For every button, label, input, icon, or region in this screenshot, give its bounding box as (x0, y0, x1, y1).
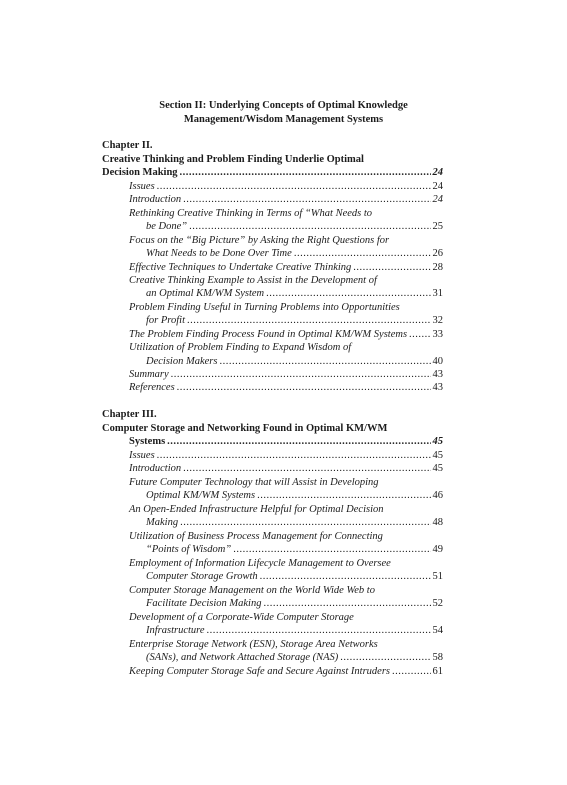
chapter-3-label: Chapter III. (102, 409, 157, 420)
section-title-line2: Management/Wisdom Management Systems (183, 114, 384, 125)
chapter-2-title: Creative Thinking and Problem Finding Underlie Optimal (102, 154, 364, 165)
toc-entry-line[interactable]: Enterprise Storage Network (ESN), Storage Area Networks (129, 639, 378, 650)
toc-entry-line[interactable]: An Open-Ended Infrastructure Helpful for Optimal Decision (129, 504, 384, 515)
page-number: 61 (432, 666, 443, 677)
toc-entry[interactable]: Introduction ..... 24 (129, 193, 443, 206)
page-number: 43 (432, 369, 443, 380)
toc-entry[interactable]: Issues ..... 24 (129, 180, 443, 193)
page-number: 54 (432, 625, 443, 636)
toc-entry-line[interactable]: Employment of Information Lifecycle Management to Oversee (129, 558, 391, 569)
page-number: 48 (432, 517, 443, 528)
toc-entry[interactable]: References ..... 43 (129, 381, 443, 394)
toc-entry-line[interactable]: Creative Thinking Example to Assist in the Development of (129, 275, 377, 286)
dot-leader (180, 166, 431, 179)
page-number: 32 (432, 315, 443, 326)
toc-entry[interactable]: Infrastructure ..... 54 (146, 624, 443, 637)
page-number: 31 (432, 288, 443, 299)
toc-entry[interactable]: Facilitate Decision Making ..... 52 (146, 597, 443, 610)
page-number: 49 (432, 544, 443, 555)
page-number: 43 (432, 382, 443, 393)
toc-entry-line[interactable]: Future Computer Technology that will Assist in Developing (129, 477, 379, 488)
toc-entry[interactable]: Effective Techniques to Undertake Creative Thinking ..... 28 (129, 261, 443, 274)
chapter-2-label: Chapter II. (102, 140, 153, 151)
toc-entry[interactable]: Decision Makers ..... 40 (146, 355, 443, 368)
dot-leader (167, 435, 430, 448)
toc-entry[interactable]: Summary ..... 43 (129, 368, 443, 381)
toc-entry-line[interactable]: Rethinking Creative Thinking in Terms of “What Needs to (129, 208, 373, 219)
page-number: 33 (432, 329, 443, 340)
toc-entry[interactable]: “Points of Wisdom” ..... 49 (146, 543, 443, 556)
page-number: 28 (432, 262, 443, 273)
chapter-3-title-row[interactable] (129, 435, 443, 448)
toc-entry[interactable]: (SANs), and Network Attached Storage (NAS) ..... 58 (146, 651, 443, 664)
toc-entry[interactable]: What Needs to be Done Over Time ..... 26 (146, 247, 443, 260)
toc-entry[interactable]: for Profit ..... 32 (146, 314, 443, 327)
page-number: 46 (432, 490, 443, 501)
toc-entry[interactable]: Introduction ..... 45 (129, 462, 443, 475)
toc-entry[interactable]: Making ..... 48 (146, 516, 443, 529)
page-number: 45 (432, 463, 443, 474)
toc-entry[interactable]: Keeping Computer Storage Safe and Secure Against Intruders ..... 61 (129, 665, 443, 678)
page-number: 25 (432, 221, 443, 232)
chapter-2-page: 24 (432, 167, 443, 178)
toc-entry-line[interactable]: Focus on the “Big Picture” by Asking the Right Questions for (129, 235, 390, 246)
page-number: 40 (432, 356, 443, 367)
toc-entry[interactable]: Optimal KM/WM Systems ..... 46 (146, 489, 443, 502)
page-number: 24 (432, 194, 443, 205)
toc-entry-line[interactable]: Utilization of Business Process Management for Connecting (129, 531, 383, 542)
chapter-3-title-cont: Systems (129, 436, 166, 447)
toc-entry-line[interactable]: Utilization of Problem Finding to Expand Wisdom of (129, 342, 352, 353)
toc-entry[interactable]: an Optimal KM/WM System ..... 31 (146, 287, 443, 300)
toc-entry[interactable]: The Problem Finding Process Found in Optimal KM/WM Systems ..... 33 (129, 328, 443, 341)
chapter-3-title: Computer Storage and Networking Found in Optimal KM/WM (102, 423, 388, 434)
toc-entry[interactable]: be Done” ..... 25 (146, 220, 443, 233)
chapter-2-title-row[interactable] (102, 166, 443, 179)
toc-entry[interactable]: Computer Storage Growth ..... 51 (146, 570, 443, 583)
section-title-line1: Section II: Underlying Concepts of Optimal Knowledge (159, 100, 408, 111)
page-number: 26 (432, 248, 443, 259)
page-number: 45 (432, 450, 443, 461)
page-number: 52 (432, 598, 443, 609)
toc-entry-line[interactable]: Development of a Corporate-Wide Computer Storage (129, 612, 354, 623)
page-number: 24 (432, 181, 443, 192)
chapter-2-title-cont: Decision Making (102, 167, 178, 178)
chapter-3-page: 45 (432, 436, 443, 447)
toc-entry-line[interactable]: Problem Finding Useful in Turning Problems into Opportunities (129, 302, 400, 313)
page-number: 51 (432, 571, 443, 582)
toc-entry[interactable]: Issues ..... 45 (129, 449, 443, 462)
page-number: 58 (432, 652, 443, 663)
toc-entry-line[interactable]: Computer Storage Management on the World Wide Web to (129, 585, 375, 596)
